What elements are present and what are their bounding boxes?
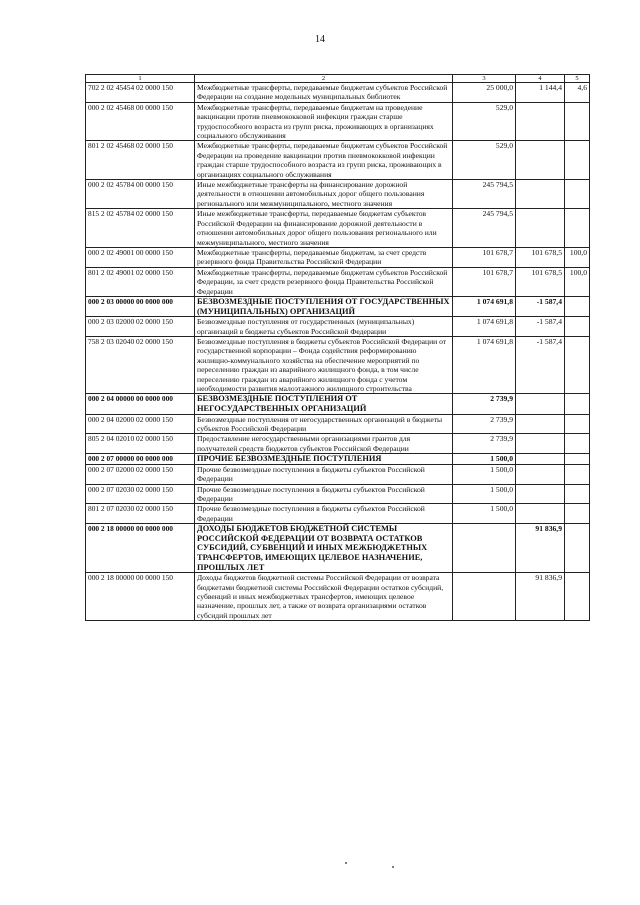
- description-cell: Иные межбюджетные трансферты на финансирование дорожной деятельности в отношении автомобильных дорог общего пользования регионального или межмуниципального, местного значения: [195, 180, 453, 209]
- column-header: 4: [516, 75, 565, 83]
- actual-amount-cell: [516, 414, 565, 434]
- actual-amount-cell: 91 836,9: [516, 524, 565, 573]
- plan-amount-cell: 529,0: [453, 102, 516, 141]
- budget-code-cell: 815 2 02 45784 02 0000 150: [86, 209, 195, 248]
- actual-amount-cell: -1 587,4: [516, 336, 565, 393]
- percent-cell: [565, 484, 590, 504]
- plan-amount-cell: 1 500,0: [453, 504, 516, 524]
- scan-speck: [345, 862, 347, 864]
- table-row: [86, 464, 590, 484]
- description-cell: Прочие безвозмездные поступления в бюджеты субъектов Российской Федерации: [195, 484, 453, 504]
- plan-amount-cell: 529,0: [453, 141, 516, 180]
- percent-cell: [565, 102, 590, 141]
- budget-code-cell: 000 2 02 49001 00 0000 150: [86, 247, 195, 267]
- table-row: [86, 247, 590, 267]
- table-row: [86, 317, 590, 337]
- percent-cell: [565, 336, 590, 393]
- percent-cell: [565, 524, 590, 573]
- actual-amount-cell: [516, 209, 565, 248]
- column-header: 1: [86, 75, 195, 83]
- description-cell: Безвозмездные поступления в бюджеты субъектов Российской Федерации от государственной корпорации – Фонда содействия реформированию жилищно-коммунального хозяйства на обеспечение мероприятий по переселению граждан из аварийного жилищного фонда, в том числе переселению граждан из аварийного жилищного фонда с учетом необходимости развития малоэтажного жилищного строительства: [195, 336, 453, 393]
- percent-cell: [565, 394, 590, 414]
- table-header-row: [86, 75, 590, 83]
- description-cell: Межбюджетные трансферты, передаваемые бюджетам, за счет средств резервного фонда Правительства Российской Федерации: [195, 247, 453, 267]
- percent-cell: [565, 464, 590, 484]
- plan-amount-cell: 1 074 691,8: [453, 296, 516, 316]
- description-cell: Межбюджетные трансферты, передаваемые бюджетам субъектов Российской Федерации на проведение вакцинации против пневмококковой инфекции граждан старше трудоспособного возраста из групп риска, проживающих в организациях социального обслуживания: [195, 141, 453, 180]
- plan-amount-cell: 1 074 691,8: [453, 317, 516, 337]
- plan-amount-cell: 245 794,5: [453, 180, 516, 209]
- description-cell: Прочие безвозмездные поступления в бюджеты субъектов Российской Федерации: [195, 504, 453, 524]
- description-cell: Доходы бюджетов бюджетной системы Российской Федерации от возврата бюджетами бюджетной системы Российской Федерации остатков субсидий, субвенций и иных межбюджетных трансфертов, имеющих целевое назначение, прошлых лет, а также от возврата организациями остатков субсидий прошлых лет: [195, 573, 453, 621]
- table-row: [86, 504, 590, 524]
- percent-cell: [565, 573, 590, 621]
- description-cell: БЕЗВОЗМЕЗДНЫЕ ПОСТУПЛЕНИЯ ОТ НЕГОСУДАРСТВЕННЫХ ОРГАНИЗАЦИЙ: [195, 394, 453, 414]
- plan-amount-cell: 2 739,9: [453, 434, 516, 454]
- plan-amount-cell: 1 500,0: [453, 454, 516, 465]
- description-cell: ДОХОДЫ БЮДЖЕТОВ БЮДЖЕТНОЙ СИСТЕМЫ РОССИЙСКОЙ ФЕДЕРАЦИИ ОТ ВОЗВРАТА ОСТАТКОВ СУБСИДИЙ, СУБВЕНЦИЙ И ИНЫХ МЕЖБЮДЖЕТНЫХ ТРАНСФЕРТОВ, ИМЕЮЩИХ ЦЕЛЕВОЕ НАЗНАЧЕНИЕ, ПРОШЛЫХ ЛЕТ: [195, 524, 453, 573]
- actual-amount-cell: [516, 504, 565, 524]
- description-cell: Безвозмездные поступления от государственных (муниципальных) организаций в бюджеты субъектов Российской Федерации: [195, 317, 453, 337]
- description-cell: Прочие безвозмездные поступления в бюджеты субъектов Российской Федерации: [195, 464, 453, 484]
- actual-amount-cell: [516, 102, 565, 141]
- budget-code-cell: 000 2 18 00000 00 0000 150: [86, 573, 195, 621]
- plan-amount-cell: 101 678,7: [453, 247, 516, 267]
- description-cell: Безвозмездные поступления от негосударственных организаций в бюджеты субъектов Российской Федерации: [195, 414, 453, 434]
- table-row: [86, 267, 590, 296]
- description-cell: Предоставление негосударственными организациями грантов для получателей средств бюджетов субъектов Российской Федерации: [195, 434, 453, 454]
- table-row: [86, 209, 590, 248]
- budget-code-cell: 758 2 03 02040 02 0000 150: [86, 336, 195, 393]
- column-header: 5: [565, 75, 590, 83]
- percent-cell: [565, 141, 590, 180]
- column-header: 2: [195, 75, 453, 83]
- actual-amount-cell: 101 678,5: [516, 247, 565, 267]
- plan-amount-cell: 25 000,0: [453, 83, 516, 103]
- table-row: [86, 573, 590, 621]
- table-row: [86, 83, 590, 103]
- actual-amount-cell: [516, 464, 565, 484]
- plan-amount-cell: 1 074 691,8: [453, 336, 516, 393]
- budget-code-cell: 801 2 07 02030 02 0000 150: [86, 504, 195, 524]
- budget-code-cell: 000 2 02 45468 00 0000 150: [86, 102, 195, 141]
- percent-cell: [565, 317, 590, 337]
- percent-cell: [565, 504, 590, 524]
- plan-amount-cell: 245 794,5: [453, 209, 516, 248]
- actual-amount-cell: -1 587,4: [516, 317, 565, 337]
- budget-code-cell: 000 2 07 02000 02 0000 150: [86, 464, 195, 484]
- table-row: [86, 394, 590, 414]
- table-row: [86, 524, 590, 573]
- percent-cell: [565, 414, 590, 434]
- percent-cell: [565, 296, 590, 316]
- budget-code-cell: 000 2 04 00000 00 0000 000: [86, 394, 195, 414]
- plan-amount-cell: 101 678,7: [453, 267, 516, 296]
- table-body: [86, 83, 590, 621]
- page-number: 14: [315, 34, 325, 45]
- table-row: [86, 434, 590, 454]
- plan-amount-cell: 1 500,0: [453, 464, 516, 484]
- actual-amount-cell: 101 678,5: [516, 267, 565, 296]
- plan-amount-cell: 1 500,0: [453, 484, 516, 504]
- plan-amount-cell: 2 739,9: [453, 394, 516, 414]
- budget-code-cell: 000 2 03 00000 00 0000 000: [86, 296, 195, 316]
- budget-code-cell: 801 2 02 45468 02 0000 150: [86, 141, 195, 180]
- percent-cell: 100,0: [565, 267, 590, 296]
- budget-code-cell: 805 2 04 02010 02 0000 150: [86, 434, 195, 454]
- percent-cell: [565, 180, 590, 209]
- description-cell: БЕЗВОЗМЕЗДНЫЕ ПОСТУПЛЕНИЯ ОТ ГОСУДАРСТВЕННЫХ (МУНИЦИПАЛЬНЫХ) ОРГАНИЗАЦИЙ: [195, 296, 453, 316]
- table-row: [86, 296, 590, 316]
- description-cell: Межбюджетные трансферты, передаваемые бюджетам субъектов Российской Федерации, за счет средств резервного фонда Правительства Российской Федерации: [195, 267, 453, 296]
- description-cell: ПРОЧИЕ БЕЗВОЗМЕЗДНЫЕ ПОСТУПЛЕНИЯ: [195, 454, 453, 465]
- budget-code-cell: 702 2 02 45454 02 0000 150: [86, 83, 195, 103]
- actual-amount-cell: [516, 434, 565, 454]
- percent-cell: [565, 434, 590, 454]
- budget-code-cell: 000 2 07 02030 02 0000 150: [86, 484, 195, 504]
- actual-amount-cell: -1 587,4: [516, 296, 565, 316]
- description-cell: Межбюджетные трансферты, передаваемые бюджетам на проведение вакцинации против пневмококковой инфекции граждан старше трудоспособного возраста из групп риска, проживающих в организациях социального обслуживания: [195, 102, 453, 141]
- percent-cell: [565, 454, 590, 465]
- budget-code-cell: 000 2 07 00000 00 0000 000: [86, 454, 195, 465]
- plan-amount-cell: 2 739,9: [453, 414, 516, 434]
- table-row: [86, 484, 590, 504]
- scan-speck: [392, 866, 394, 868]
- percent-cell: [565, 209, 590, 248]
- table-row: [86, 102, 590, 141]
- actual-amount-cell: 1 144,4: [516, 83, 565, 103]
- actual-amount-cell: [516, 141, 565, 180]
- table-row: [86, 336, 590, 393]
- actual-amount-cell: [516, 454, 565, 465]
- table-row: [86, 141, 590, 180]
- table-row: [86, 180, 590, 209]
- percent-cell: 100,0: [565, 247, 590, 267]
- table-row: [86, 414, 590, 434]
- actual-amount-cell: [516, 484, 565, 504]
- budget-code-cell: 000 2 18 00000 00 0000 000: [86, 524, 195, 573]
- table-row: [86, 454, 590, 465]
- description-cell: Иные межбюджетные трансферты, передаваемые бюджетам субъектов Российской Федерации на финансирование дорожной деятельности в отношении автомобильных дорог общего пользования регионального или межмуниципального, местного значения: [195, 209, 453, 248]
- plan-amount-cell: [453, 573, 516, 621]
- description-cell: Межбюджетные трансферты, передаваемые бюджетам субъектов Российской Федерации на создание модельных муниципальных библиотек: [195, 83, 453, 103]
- plan-amount-cell: [453, 524, 516, 573]
- budget-code-cell: 000 2 04 02000 02 0000 150: [86, 414, 195, 434]
- column-header: 3: [453, 75, 516, 83]
- budget-code-cell: 000 2 02 45784 00 0000 150: [86, 180, 195, 209]
- actual-amount-cell: 91 836,9: [516, 573, 565, 621]
- actual-amount-cell: [516, 180, 565, 209]
- revenue-table: [85, 74, 590, 621]
- budget-code-cell: 801 2 02 49001 02 0000 150: [86, 267, 195, 296]
- percent-cell: 4,6: [565, 83, 590, 103]
- budget-code-cell: 000 2 03 02000 02 0000 150: [86, 317, 195, 337]
- actual-amount-cell: [516, 394, 565, 414]
